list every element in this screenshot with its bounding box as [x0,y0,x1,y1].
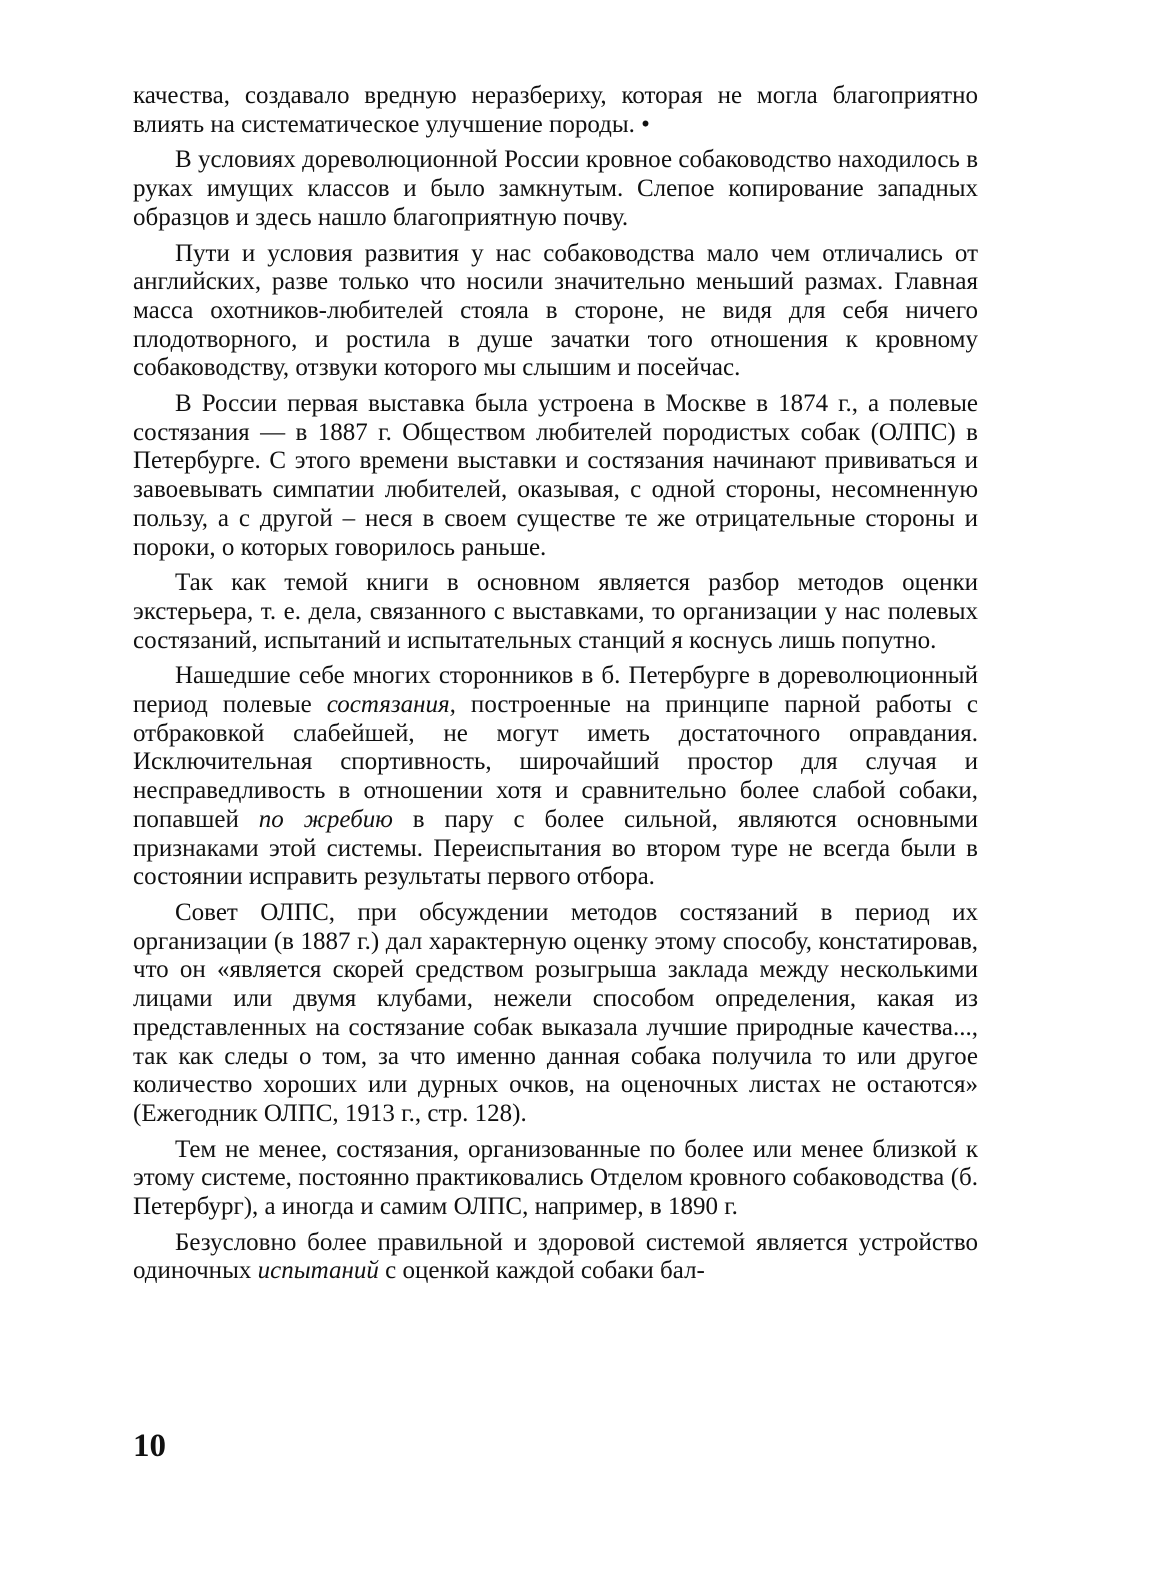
paragraph [133,569,978,655]
page-text [133,82,978,1293]
text-segment: построенные на принципе парной работы с отбраковкой слабейшей, не могут иметь достаточного оправдания. Исключительная спортивность, широчайший простор для случая и несправедливость в отношении хотя и сравнительно более слабой собаки, попавшей [133,691,979,833]
italic-text: состязания, [326,691,456,719]
text-segment: в пару с более сильной, являются основными признаками этой системы. Переиспытания во втором туре не всегда были в состоянии исправить результаты первого отбора. [133,805,978,891]
paragraph [133,662,978,892]
paragraph [133,240,978,384]
paragraph [133,146,978,232]
text-segment: с оценкой каждой собаки бал- [378,1257,705,1285]
paragraph [133,899,978,1129]
text-segment: Пути и условия развития у нас собаководства мало чем отличались от английских, разве только что носили значительно меньший размах. Главная масса охотников-любителей стояла в стороне, не видя для себя ничего плодотворного, и ростила в душе зачатки того отношения к кровному собаководству, отзвуки которого мы слышим и посейчас. [133,239,978,382]
paragraph [133,390,978,562]
text-segment: Безусловно более правильной и здоровой системой является устройство одиночных [133,1228,978,1285]
text-segment: Нашедшие себе многих сторонников в б. Петербурге в дореволюционный период полевые [133,662,978,719]
italic-text: испытаний [257,1257,379,1285]
text-segment: В России первая выставка была устроена в Москве в 1874 г., а полевые состязания — в 1887 г. Обществом любителей породистых собак (ОЛПС) в Петербурге. С этого времени выставки и состязания начинают прививаться и завоевывать симпатии любителей, оказывая, с одной стороны, несомненную пользу, а с другой – неся в своем существе те же отрицательные стороны и пороки, о которых говорилось раньше. [133,390,978,561]
text-segment: Тем не менее, состязания, организованные по более или менее близкой к этому системе, постоянно практиковались Отделом кровного собаководства (б. Петербург), а иногда и самим ОЛПС, например, в 1890 г. [133,1135,978,1221]
text-segment: В условиях дореволюционной России кровное собаководство находилось в руках имущих классов и было замкнутым. Слепое копирование западных образцов и здесь нашло благоприятную почву. [133,146,978,231]
paragraph [133,1229,978,1286]
text-segment: Так как темой книги в основном является разбор методов оценки экстерьера, т. е. дела, связанного с выставками, то организации у нас полевых состязаний, испытаний и испытательных станций я коснусь лишь попутно. [133,569,978,654]
paragraph [133,82,978,139]
text-segment: качества, создавало вредную неразбериху, которая не могла благоприятно влиять на систематическое улучшение породы. • [133,82,978,138]
text-segment: Совет ОЛПС, при обсуждении методов состязаний в период их организации (в 1887 г.) дал характерную оценку этому способу, констатировав, что он «является скорей средством розыгрыша заклада между несколькими лицами или двумя клубами, нежели способом определения, какая из представленных на состязание собак выказала лучшие природные качества..., так как следы о том, за что именно данная собака получила то или другое количество хороших или дурных очков, на оценочных листах не остаются» (Ежегодник ОЛПС, 1913 г., стр. 128). [133,898,978,1127]
page-number: 10 [133,1428,166,1464]
paragraph [133,1136,978,1222]
italic-text: по жребию [258,805,393,833]
